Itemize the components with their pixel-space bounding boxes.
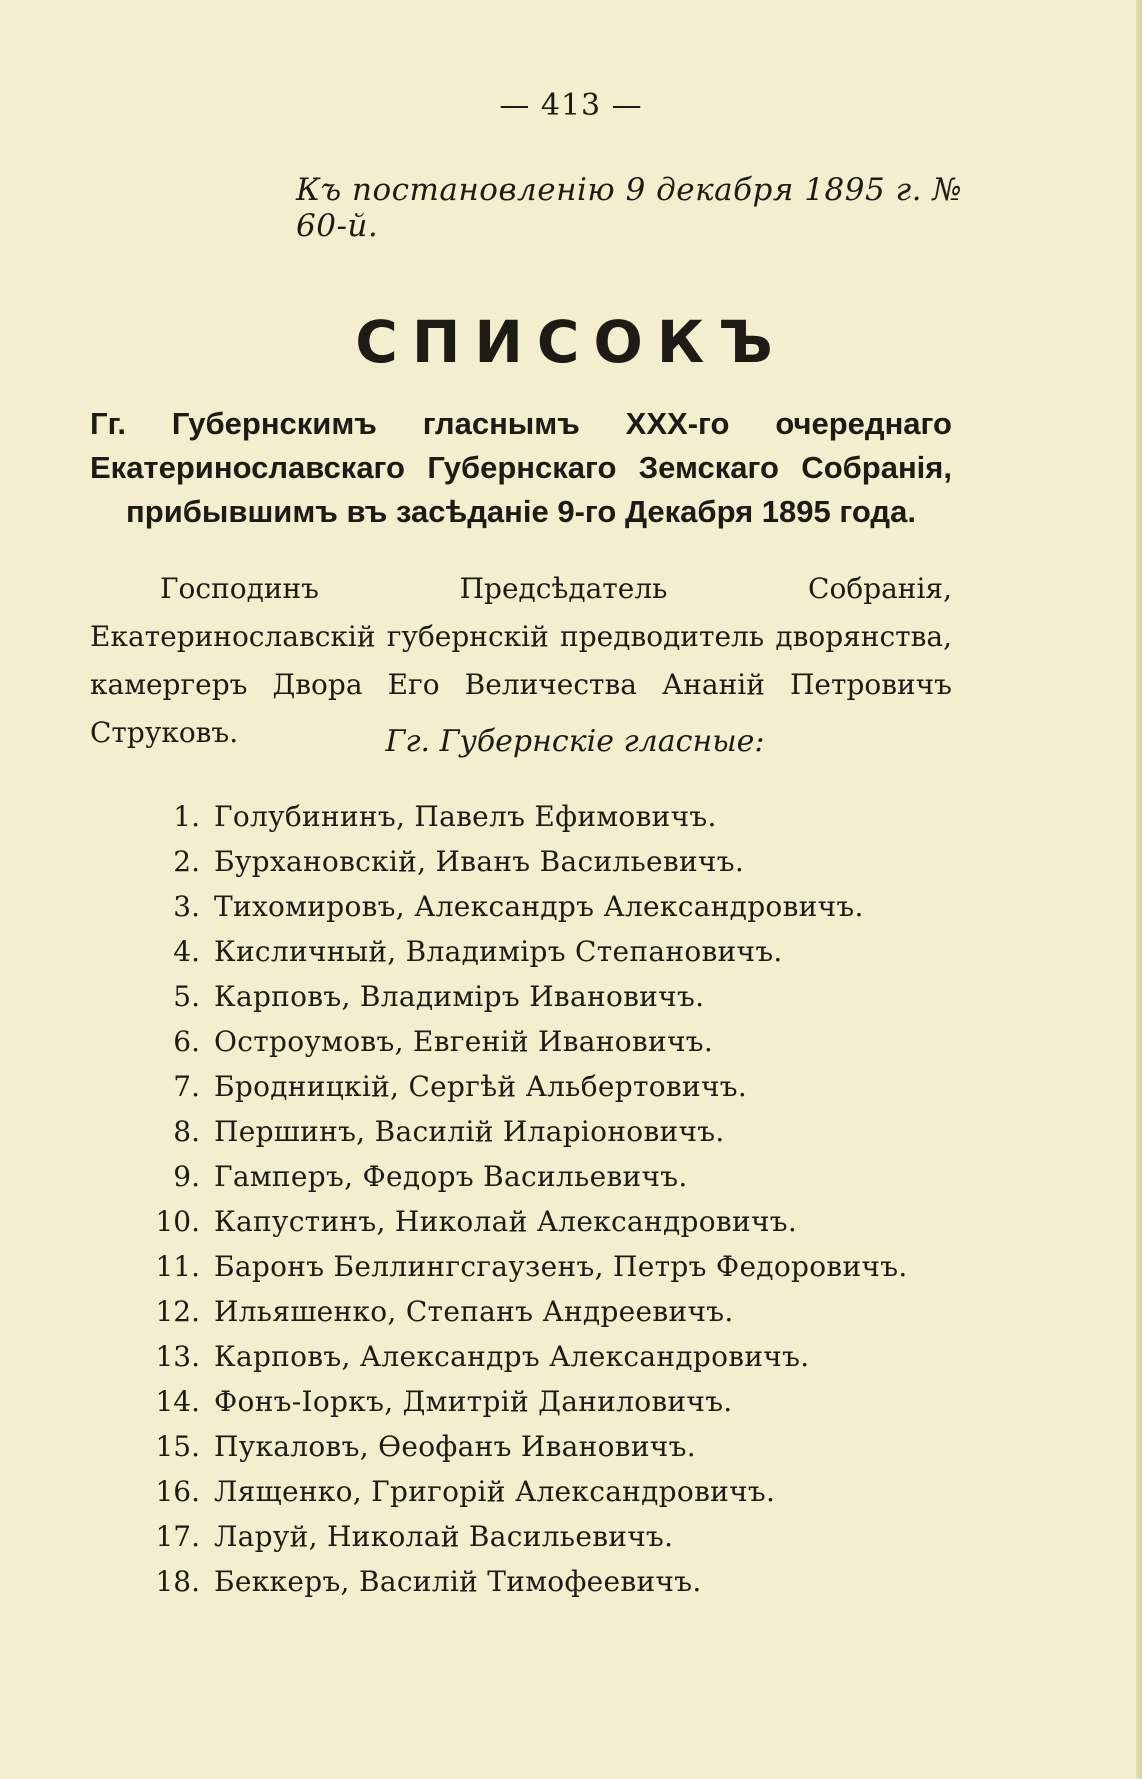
list-item-name: Карповъ, Владиміръ Ивановичъ. — [214, 980, 705, 1013]
list-item-number: 2. — [173, 845, 200, 878]
list-item-number: 17. — [155, 1520, 200, 1553]
list-item-number: 3. — [173, 890, 200, 923]
list-item-number: 4. — [173, 935, 200, 968]
list-item-name: Бродницкій, Сергѣй Альбертовичъ. — [214, 1070, 748, 1103]
list-item-number: 13. — [155, 1340, 200, 1373]
chairman-paragraph: Господинъ Предсѣдатель Собранія, Екатеринославскій губернскій предводитель дворянства, камергеръ Двора Его Величества Ананій Петровичъ Струковъ. — [90, 572, 952, 749]
list-item — [130, 1109, 950, 1154]
document-title: СПИСОКЪ — [355, 308, 787, 376]
list-item — [130, 1469, 950, 1514]
page-number: — 413 — — [499, 88, 643, 123]
list-item-number: 1. — [173, 800, 200, 833]
document-subtitle: Гг. Губернскимъ гласнымъ XXX-го очереднаго Екатеринославскаго Губернскаго Земскаго Собранія, прибывшимъ въ засѣданіе 9-го Декабря 1895 года. — [90, 406, 952, 529]
list-item-name: Ларуй, Николай Васильевичъ. — [214, 1520, 674, 1553]
list-item — [130, 1424, 950, 1469]
page-edge — [1136, 0, 1142, 1779]
list-item — [130, 1379, 950, 1424]
list-item-name: Голубининъ, Павелъ Ефимовичъ. — [214, 800, 717, 833]
list-item-name: Бурхановскій, Иванъ Васильевичъ. — [214, 845, 745, 878]
list-item — [130, 929, 950, 974]
list-item-number: 18. — [155, 1565, 200, 1598]
list-item — [130, 1064, 950, 1109]
list-item-name: Остроумовъ, Евгеній Ивановичъ. — [214, 1025, 714, 1058]
list-item-name: Кисличный, Владиміръ Степановичъ. — [214, 935, 783, 968]
list-item — [130, 1559, 950, 1604]
list-item-name: Карповъ, Александръ Александровичъ. — [214, 1340, 810, 1373]
list-item — [130, 1289, 950, 1334]
list-item-number: 14. — [155, 1385, 200, 1418]
list-item-number: 6. — [173, 1025, 200, 1058]
list-item-name: Гамперъ, Федоръ Васильевичъ. — [214, 1160, 688, 1193]
list-item-number: 10. — [155, 1205, 200, 1238]
list-item-number: 12. — [155, 1295, 200, 1328]
members-list — [130, 794, 950, 1604]
list-item — [130, 1514, 950, 1559]
list-item-name: Баронъ Беллингсгаузенъ, Петръ Федоровичъ. — [214, 1250, 908, 1283]
list-item-number: 9. — [173, 1160, 200, 1193]
list-item-number: 5. — [173, 980, 200, 1013]
list-item-name: Першинъ, Василій Иларіоновичъ. — [214, 1115, 725, 1148]
list-item-number: 7. — [173, 1070, 200, 1103]
list-item-number: 16. — [155, 1475, 200, 1508]
list-item-number: 8. — [173, 1115, 200, 1148]
list-item-name: Тихомировъ, Александръ Александровичъ. — [214, 890, 864, 923]
list-item — [130, 884, 950, 929]
section-heading: Гг. Губернскіе гласные: — [385, 724, 765, 759]
list-item — [130, 1244, 950, 1289]
list-item-name: Лященко, Григорій Александровичъ. — [214, 1475, 776, 1508]
list-item-number: 11. — [155, 1250, 200, 1283]
list-item — [130, 839, 950, 884]
list-item — [130, 794, 950, 839]
list-item-number: 15. — [155, 1430, 200, 1463]
list-item — [130, 1199, 950, 1244]
list-item-name: Капустинъ, Николай Александровичъ. — [214, 1205, 798, 1238]
list-item — [130, 1154, 950, 1199]
list-item — [130, 974, 950, 1019]
list-item-name: Ильяшенко, Степанъ Андреевичъ. — [214, 1295, 734, 1328]
list-item — [130, 1334, 950, 1379]
resolution-reference: Къ постановленію 9 декабря 1895 г. № 60-й. — [296, 172, 963, 244]
list-item-name: Пукаловъ, Ѳеофанъ Ивановичъ. — [214, 1430, 696, 1463]
list-item — [130, 1019, 950, 1064]
list-item-name: Беккеръ, Василій Тимофеевичъ. — [214, 1565, 702, 1598]
list-item-name: Фонъ-Іоркъ, Дмитрій Даниловичъ. — [214, 1385, 733, 1418]
